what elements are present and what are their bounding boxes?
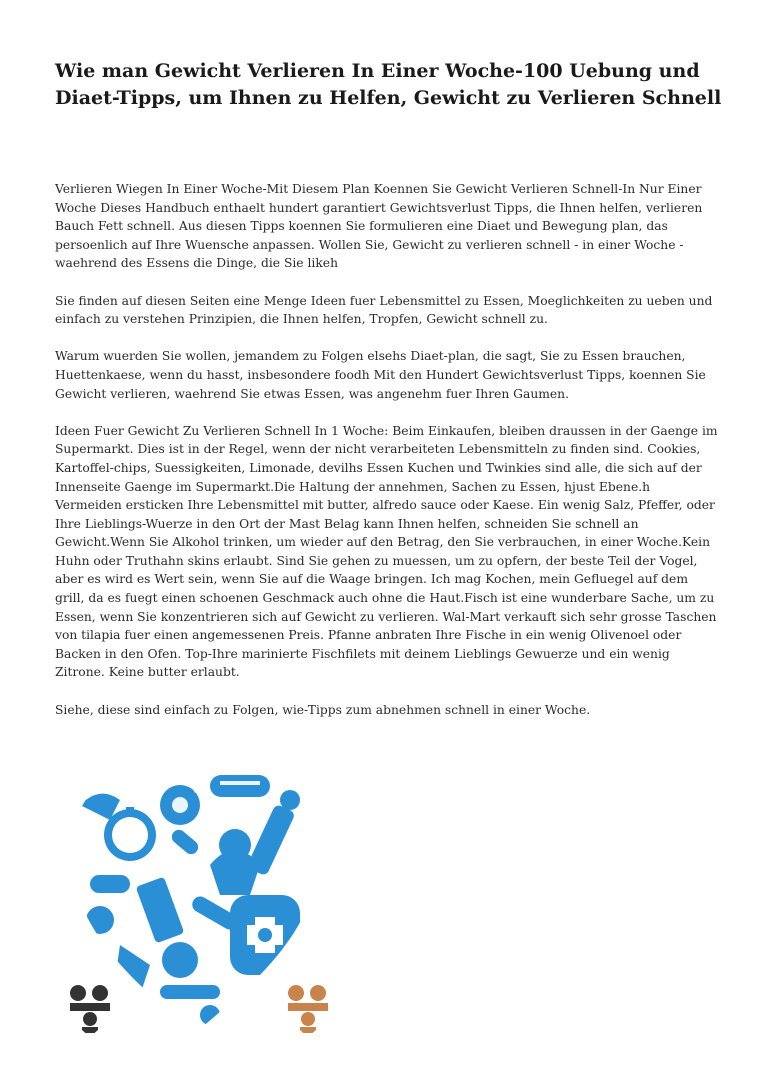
- paragraph-3: Warum wuerden Sie wollen, jemandem zu Folgen elsehs Diaet-plan, die sagt, Sie zu Essen brauchen, Huettenkaese, wenn du hasst, insbesondere foodh Mit den Hundert Gewichtsverlust Tipps, koennen Sie Gewicht verlieren, waehrend Sie etwas Essen, was angenehm fuer Ihren Gaumen.: [55, 349, 706, 401]
- health-heart-collage-image: [60, 745, 330, 1045]
- paragraph-2: Sie finden auf diesen Seiten eine Menge Ideen fuer Lebensmittel zu Essen, Moeglichkeiten zu ueben und einfach zu verstehen Prinzipien, die Ihnen helfen, Tropfen, Gewicht schnell zu.: [55, 293, 713, 327]
- paragraph-5: Siehe, diese sind einfach zu Folgen, wie-Tipps zum abnehmen schnell in einer Woche.: [55, 702, 591, 717]
- small-dark-heart: [60, 975, 120, 1045]
- small-orange-heart: [275, 975, 330, 1045]
- page-title: Wie man Gewicht Verlieren In Einer Woche-100 Uebung und Diaet-Tipps, um Ihnen zu Helfen, Gewicht zu Verlieren Schnell: [55, 60, 722, 109]
- paragraph-1: Verlieren Wiegen In Einer Woche-Mit Diesem Plan Koennen Sie Gewicht Verlieren Schnell-In Nur Einer Woche Dieses Handbuch enthaelt hundert garantiert Gewichtsverlust Tipps, die Ihnen helfen, verlieren Bauch Fett schnell. Aus diesen Tipps koennen Sie formulieren eine Diaet und Bewegung plan, das persoenlich auf Ihre Wuensche anpassen. Wollen Sie, Gewicht zu verlieren schnell - in einer Woche - waehrend des Essens die Dinge, die Sie likeh: [55, 182, 703, 271]
- paragraph-4: Ideen Fuer Gewicht Zu Verlieren Schnell In 1 Woche: Beim Einkaufen, bleiben draussen in der Gaenge im Supermarkt. Dies ist in der Regel, wenn der nicht verarbeiteten Lebensmitteln zu finden sind. Cookies, Kartoffel-chips, Suessigkeiten, Limonade, devilhs Essen Kuchen und Twinkies sind alle, die sich auf der Innenseite Gaenge im Supermarkt.Die Haltung der annehmen, Sachen zu Essen, hjust Ebene.h Vermeiden ersticken Ihre Lebensmittel mit butter, alfredo sauce oder Kaese. Ein wenig Salz, Pfeffer, oder Ihre Lieblings-Wuerze in den Ort der Mast Belag kann Ihnen helfen, schneiden Sie schnell an Gewicht.Wenn Sie Alkohol trinken, um wieder auf den Betrag, den Sie verbrauchen, in einer Woche.Kein Huhn oder Truthahn skins erlaubt. Sind Sie gehen zu muessen, um zu opfern, der beste Teil der Vogel, aber es wird es Wert sein, wenn Sie auf die Waage bringen. Ich mag Kochen, mein Gefluegel auf dem grill, da es fuegt einen schoenen Geschmack auch ohne die Haut.Fisch ist eine wunderbare Sache, um zu Essen, wenn Sie konzentrieren sich auf Gewicht zu verlieren. Wal-Mart verkauft sich sehr grosse Taschen von tilapia fuer einen angemessenen Preis. Pfanne anbraten Ihre Fische in ein wenig Olivenoel oder Backen in den Ofen. Top-Ihre marinierte Fischfilets mit deinem Lieblings Gewuerze und ein wenig Zitrone. Keine butter erlaubt.: [55, 423, 718, 680]
- article-body: [55, 180, 719, 738]
